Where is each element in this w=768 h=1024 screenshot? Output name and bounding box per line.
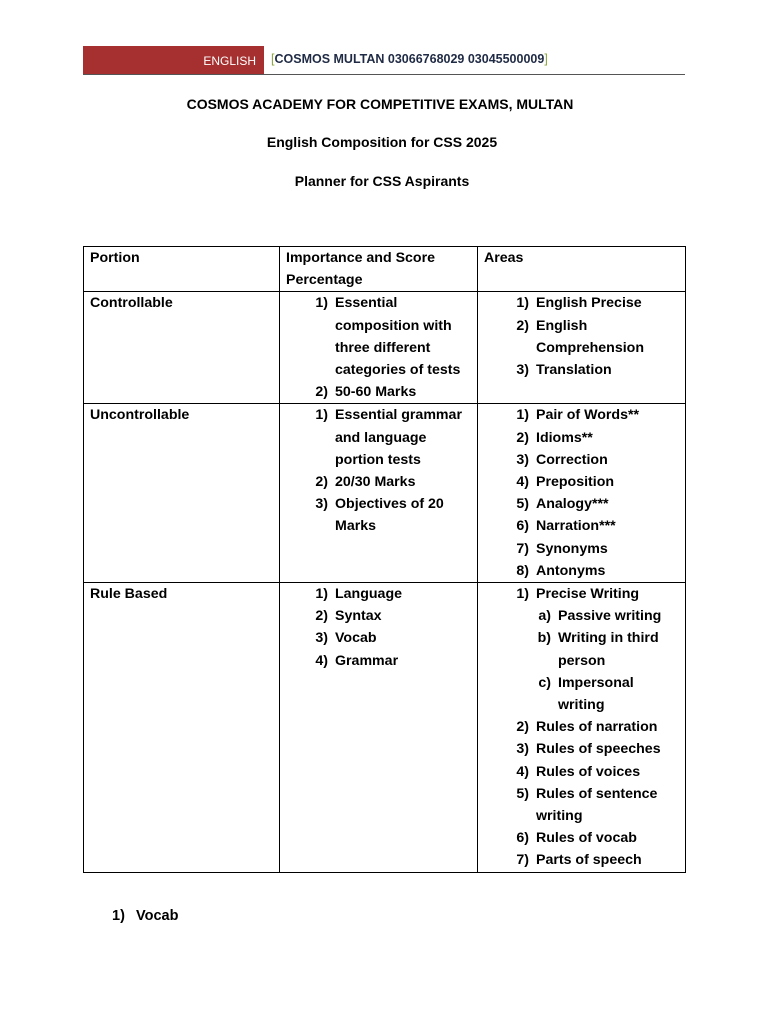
list-item: 2) Syntax: [315, 608, 382, 625]
header-areas: Areas: [478, 247, 686, 292]
list-item: 4) Preposition: [516, 474, 615, 491]
academy-title: COSMOS ACADEMY FOR COMPETITIVE EXAMS, MULTAN: [186, 96, 574, 112]
list-item: 6) Rules of vocab: [516, 830, 637, 847]
header-subject-bar: [83, 46, 264, 75]
list-item: 2) 50-60 Marks: [315, 384, 417, 401]
list-item: 4) Grammar: [315, 652, 399, 669]
header-contact-text: COSMOS MULTAN 03066768029 03045500009: [274, 52, 545, 66]
list-item: 8) Antonyms: [516, 562, 606, 579]
planner-table: [83, 246, 686, 873]
table-row: [84, 583, 686, 873]
list-item: 5) Analogy***: [516, 496, 609, 513]
sub-list-item: b) Writing in third person: [537, 630, 659, 669]
areas-cell: [478, 292, 686, 404]
list-item: 3) Objectives of 20 Marks: [315, 496, 444, 535]
list-item: 1) Precise Writing: [516, 586, 640, 603]
planner-title: Planner for CSS Aspirants: [294, 173, 470, 189]
list-item: 2) 20/30 Marks: [315, 474, 416, 491]
section-title: Vocab: [136, 908, 179, 924]
table-row: [84, 404, 686, 583]
header-bracket-open: [: [271, 52, 275, 66]
list-item: 2) Idioms**: [516, 429, 593, 446]
importance-cell: [280, 583, 478, 873]
list-item: 2) English Comprehension: [516, 317, 644, 356]
areas-cell: [478, 404, 686, 583]
list-item: 1) Language: [315, 586, 403, 603]
list-item: 3) Rules of speeches: [516, 741, 661, 758]
sub-list-item: a) Passive writing: [538, 608, 662, 625]
header-subject: ENGLISH: [203, 53, 256, 68]
importance-cell: [280, 404, 478, 583]
portion-cell: Rule Based: [84, 583, 280, 873]
header-importance: Importance and Score Percentage: [280, 247, 478, 292]
list-item: 1) Essential composition with three different categories of tests: [315, 295, 461, 379]
course-title: English Composition for CSS 2025: [266, 134, 498, 150]
list-item: 7) Synonyms: [516, 540, 608, 557]
list-item: 3) Vocab: [315, 630, 377, 647]
sub-list-item: c) Impersonal writing: [538, 674, 634, 714]
section-heading-vocab: [112, 908, 178, 924]
list-item: 1) English Precise: [516, 295, 642, 312]
list-item: 5) Rules of sentence writing: [516, 785, 658, 825]
list-item: 7) Parts of speech: [516, 852, 642, 869]
portion-cell: Uncontrollable: [84, 404, 280, 583]
header-rule: [83, 74, 685, 75]
list-item: 6) Narration***: [516, 518, 616, 535]
portion-cell: Controllable: [84, 292, 280, 404]
list-item: 3) Translation: [516, 362, 612, 379]
header-bracket-close: ]: [544, 52, 548, 66]
header-contact: [271, 52, 548, 66]
importance-cell: [280, 292, 478, 404]
header-portion: Portion: [84, 247, 280, 292]
section-number: 1): [112, 908, 125, 924]
list-item: 1) Essential grammar and language portion tests: [315, 407, 462, 468]
list-item: 3) Correction: [516, 451, 608, 468]
list-item: 2) Rules of narration: [516, 719, 658, 736]
list-item: 4) Rules of voices: [516, 763, 641, 780]
list-item: 1) Pair of Words**: [516, 407, 640, 424]
areas-cell: [478, 583, 686, 873]
table-header-row: [84, 247, 686, 292]
table-row: [84, 292, 686, 404]
